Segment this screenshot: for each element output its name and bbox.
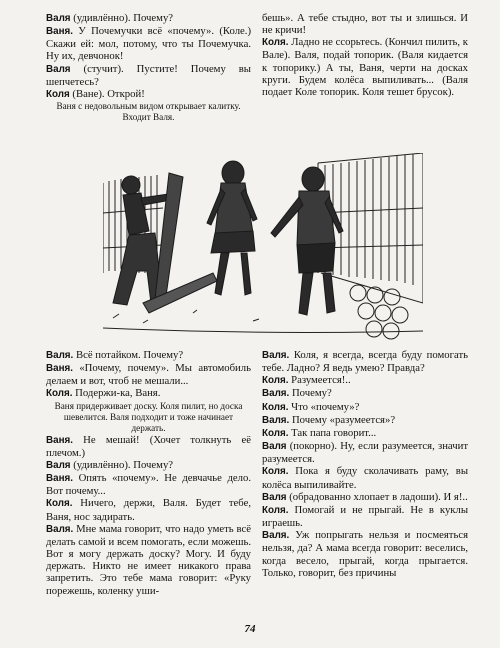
illustration: [103, 153, 423, 343]
speaker-name: Валя: [262, 491, 287, 503]
dialogue-line: [46, 88, 251, 101]
dialogue-line: [262, 36, 468, 98]
speaker-name: Валя.: [262, 350, 290, 361]
dialogue-text: (покорно). Ну, если разумеется, значит разумеется.: [262, 440, 468, 466]
speaker-name: Ваня.: [46, 26, 73, 38]
speaker-name: Коля.: [262, 466, 289, 478]
dialogue-line: [46, 523, 251, 597]
dialogue-line: [46, 63, 251, 88]
speaker-name: Валя: [46, 459, 71, 471]
dialogue-line: [262, 529, 468, 579]
dialogue-text: «Почему, почему». Мы автомобиль делаем и вот, чтоб не мешали...: [46, 362, 251, 388]
dialogue-text: (удивлённо). Почему?: [70, 12, 174, 24]
dialogue-line: [262, 504, 468, 529]
dialogue-text: Не мешай! (Хочет толкнуть её плечом.): [46, 433, 251, 459]
dialogue-line: [262, 465, 468, 490]
speaker-name: Коля.: [262, 375, 289, 387]
stage-direction: Ваня с недовольным видом открывает калитку. Входит Валя.: [56, 101, 241, 123]
dialogue-text: Ничего, держи, Валя. Будет тебе, Ваня, нос задирать.: [46, 497, 251, 523]
dialogue-line: [46, 349, 251, 362]
dialogue-line: [262, 349, 468, 374]
dialogue-text: Ладно не ссорьтесь. (Кончил пилить, к Вале). Валя, подай топорик. (Валя кидается к топорику.) А ты, Ваня, черти на досках круги. Будем колёса выпиливать... (Валя подает Коле топорик. Коля тешет брусок).: [262, 36, 468, 98]
speaker-name: Валя.: [262, 414, 290, 426]
speaker-name: Коля.: [262, 427, 289, 439]
speaker-name: Коля.: [46, 388, 73, 400]
bottom-left-column: [46, 349, 251, 597]
dialogue-line: [262, 440, 468, 465]
dialogue-line: [46, 387, 251, 400]
dialogue-line: [262, 401, 468, 414]
speaker-name: Коля.: [262, 401, 289, 413]
dialogue-text: Подержи-ка, Ваня.: [72, 387, 161, 400]
speaker-name: Валя: [46, 63, 71, 75]
speaker-name: Валя: [262, 441, 287, 453]
dialogue-text: Уж попрыгать нельзя и посмеяться нельзя, да? А мама всегда говорит: веселись, когда весело, прыгай, когда прыгается. Только, говорит, без причины: [262, 529, 468, 579]
dialogue-line: [262, 387, 468, 400]
speaker-name: Коля: [46, 88, 70, 100]
speaker-name: Валя.: [46, 523, 74, 535]
boy-standing: [271, 167, 343, 315]
dialogue-text: Опять «почему». Не девчачье дело. Вот почему...: [46, 472, 251, 498]
bottom-right-column: [262, 349, 468, 579]
dialogue-line: [262, 12, 468, 36]
dialogue-line: [262, 374, 468, 387]
dialogue-line: [46, 472, 251, 497]
speaker-name: Коля.: [46, 498, 73, 510]
top-right-column: [262, 12, 468, 98]
dialogue-line: [262, 414, 468, 427]
speaker-name: Валя.: [46, 350, 74, 361]
dialogue-line: [46, 25, 251, 62]
dialogue-text: (Ване). Открой!: [69, 87, 145, 100]
dialogue-text: Что «почему»?: [288, 400, 360, 413]
dialogue-line: [46, 434, 251, 459]
dialogue-text: Разумеется!..: [288, 374, 351, 387]
dialogue-line: [262, 427, 468, 440]
dialogue-text: Так папа говорит...: [288, 426, 377, 439]
page-number: 74: [244, 623, 256, 635]
speaker-name: Валя.: [262, 530, 290, 542]
speaker-name: Валя.: [262, 388, 290, 400]
dialogue-text: У Почемучки всё «почему». (Коле.) Скажи ей: мол, потому, что ты Почемучка. Ну их, девчонок!: [46, 25, 251, 63]
speaker-name: Коля.: [262, 504, 289, 516]
dialogue-line: [46, 459, 251, 472]
speaker-name: Ваня.: [46, 434, 73, 446]
speaker-name: Ваня.: [46, 473, 73, 485]
dialogue-text: Мне мама говорит, что надо уметь всё делать самой и всем помогать, если можешь. Вот я могу держать доску? Могу. И буду держать. Никто не имеет никакого права запретить. Это тебе мама говорит: «Руку порежешь, коленку уши-: [46, 522, 251, 597]
stage-direction: Ваня придерживает доску. Коля пилит, но доска шевелится. Валя подходит и тоже начинает держать.: [54, 400, 243, 433]
dialogue-text: Почему «разумеется»?: [289, 413, 396, 426]
dialogue-text: Пока я буду сколачивать раму, вы колёса выпиливайте.: [262, 465, 468, 491]
dialogue-line: [262, 491, 468, 504]
dialogue-text: (стучит). Пустите! Почему вы шепчетесь?: [46, 62, 251, 88]
dialogue-text: Коля, я всегда, всегда буду помогать тебе. Ладно? Я ведь умею? Правда?: [262, 349, 468, 375]
dialogue-text: Всё потайком. Почему?: [73, 349, 184, 361]
boy-kneeling: [113, 173, 217, 313]
dialogue-line: [46, 362, 251, 387]
top-left-column: [46, 12, 251, 123]
dialogue-text: бешь». А тебе стыдно, вот ты и злишься. И не кричи!: [262, 12, 468, 37]
dialogue-text: (удивлённо). Почему?: [70, 458, 174, 471]
dialogue-line: [46, 12, 251, 25]
speaker-name: Коля.: [262, 37, 289, 49]
dialogue-text: (обрадованно хлопает в ладоши). И я!..: [286, 490, 468, 503]
dialogue-text: Почему?: [289, 387, 332, 400]
dialogue-line: [46, 497, 251, 522]
speaker-name: Валя: [46, 13, 71, 24]
log-pile: [321, 273, 423, 339]
dialogue-text: Помогай и не прыгай. Не в куклы играешь.: [262, 503, 468, 530]
speaker-name: Ваня.: [46, 363, 73, 375]
